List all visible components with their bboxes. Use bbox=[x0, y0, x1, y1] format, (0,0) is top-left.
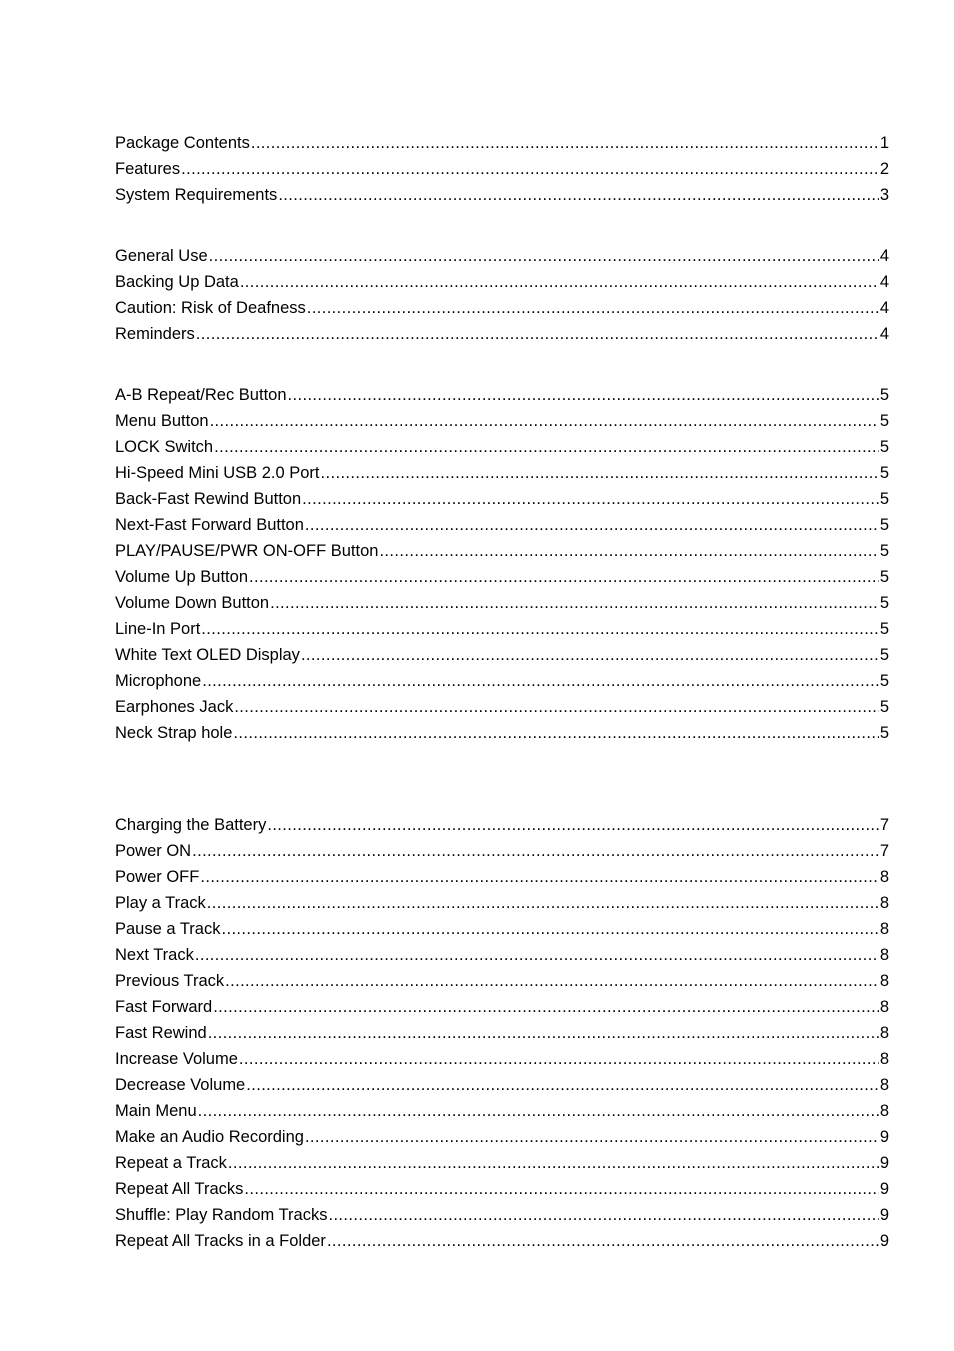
toc-entry[interactable] bbox=[115, 182, 889, 208]
toc-entry[interactable] bbox=[115, 1020, 889, 1046]
toc-entry-page-number: 9 bbox=[879, 1232, 889, 1250]
toc-entry[interactable] bbox=[115, 564, 889, 590]
toc-entry[interactable] bbox=[115, 243, 889, 269]
toc-entry-label: Decrease Volume bbox=[115, 1076, 246, 1094]
toc-entry-label: System Requirements bbox=[115, 186, 278, 204]
toc-group bbox=[115, 382, 889, 746]
toc-entry-label: Earphones Jack bbox=[115, 698, 234, 716]
toc-entry-label: Volume Up Button bbox=[115, 568, 248, 586]
toc-dot-leader bbox=[305, 512, 879, 538]
toc-dot-leader bbox=[267, 812, 878, 838]
toc-entry-label: LOCK Switch bbox=[115, 438, 214, 456]
toc-entry-label: Volume Down Button bbox=[115, 594, 270, 612]
toc-entry-label: Next Track bbox=[115, 946, 194, 964]
toc-entry-page-number: 8 bbox=[879, 1024, 889, 1042]
toc-entry[interactable] bbox=[115, 864, 889, 890]
toc-entry[interactable] bbox=[115, 1124, 889, 1150]
toc-entry-page-number: 5 bbox=[879, 698, 889, 716]
toc-entry-label: Caution: Risk of Deafness bbox=[115, 299, 306, 317]
toc-entry-label: Make an Audio Recording bbox=[115, 1128, 304, 1146]
toc-entry[interactable] bbox=[115, 812, 889, 838]
toc-entry[interactable] bbox=[115, 642, 889, 668]
toc-entry[interactable] bbox=[115, 994, 889, 1020]
toc-entry-label: Increase Volume bbox=[115, 1050, 238, 1068]
toc-entry-page-number: 1 bbox=[879, 134, 889, 152]
toc-entry-label: Fast Forward bbox=[115, 998, 213, 1016]
toc-dot-leader bbox=[210, 408, 879, 434]
toc-entry-page-number: 8 bbox=[879, 868, 889, 886]
toc-entry-label: Microphone bbox=[115, 672, 202, 690]
toc-dot-leader bbox=[195, 942, 879, 968]
toc-dot-leader bbox=[181, 156, 879, 182]
toc-dot-leader bbox=[249, 564, 879, 590]
toc-entry-page-number: 3 bbox=[879, 186, 889, 204]
toc-group bbox=[115, 243, 889, 347]
toc-entry-page-number: 8 bbox=[879, 1050, 889, 1068]
toc-entry-page-number: 5 bbox=[879, 542, 889, 560]
toc-dot-leader bbox=[288, 382, 879, 408]
toc-entry-page-number: 5 bbox=[879, 672, 889, 690]
toc-entry[interactable] bbox=[115, 382, 889, 408]
toc-entry-page-number: 4 bbox=[879, 299, 889, 317]
toc-entry-label: Repeat a Track bbox=[115, 1154, 227, 1172]
toc-entry-label: Hi-Speed Mini USB 2.0 Port bbox=[115, 464, 320, 482]
toc-entry-label: Repeat All Tracks bbox=[115, 1180, 244, 1198]
toc-entry-page-number: 2 bbox=[879, 160, 889, 178]
toc-entry[interactable] bbox=[115, 538, 889, 564]
toc-dot-leader bbox=[198, 1098, 879, 1124]
toc-entry-label: Features bbox=[115, 160, 181, 178]
toc-entry-page-number: 5 bbox=[879, 594, 889, 612]
toc-entry-label: Repeat All Tracks in a Folder bbox=[115, 1232, 326, 1250]
toc-entry-page-number: 9 bbox=[879, 1180, 889, 1198]
toc-dot-leader bbox=[192, 838, 879, 864]
toc-entry[interactable] bbox=[115, 1202, 889, 1228]
toc-entry[interactable] bbox=[115, 668, 889, 694]
toc-entry-label: PLAY/PAUSE/PWR ON-OFF Button bbox=[115, 542, 379, 560]
toc-dot-leader bbox=[301, 642, 879, 668]
toc-dot-leader bbox=[251, 130, 879, 156]
toc-entry-label: Shuffle: Play Random Tracks bbox=[115, 1206, 328, 1224]
toc-dot-leader bbox=[278, 182, 879, 208]
toc-entry[interactable] bbox=[115, 1072, 889, 1098]
toc-entry-page-number: 8 bbox=[879, 946, 889, 964]
toc-entry-page-number: 5 bbox=[879, 386, 889, 404]
toc-entry[interactable] bbox=[115, 321, 889, 347]
toc-dot-leader bbox=[209, 243, 879, 269]
toc-entry-page-number: 9 bbox=[879, 1128, 889, 1146]
toc-entry[interactable] bbox=[115, 968, 889, 994]
toc-entry-label: White Text OLED Display bbox=[115, 646, 300, 664]
toc-entry-label: Package Contents bbox=[115, 134, 250, 152]
toc-dot-leader bbox=[214, 434, 879, 460]
toc-dot-leader bbox=[240, 269, 879, 295]
toc-entry[interactable] bbox=[115, 616, 889, 642]
toc-entry-label: A-B Repeat/Rec Button bbox=[115, 386, 287, 404]
toc-entry[interactable] bbox=[115, 838, 889, 864]
toc-entry[interactable] bbox=[115, 1228, 889, 1254]
toc-dot-leader bbox=[200, 864, 878, 890]
toc-entry[interactable] bbox=[115, 130, 889, 156]
toc-dot-leader bbox=[213, 994, 879, 1020]
toc-entry[interactable] bbox=[115, 1046, 889, 1072]
toc-dot-leader bbox=[321, 460, 879, 486]
toc-dot-leader bbox=[246, 1072, 879, 1098]
toc-entry-label: Menu Button bbox=[115, 412, 209, 430]
toc-entry-page-number: 9 bbox=[879, 1206, 889, 1224]
toc-dot-leader bbox=[234, 694, 878, 720]
toc-entry-page-number: 5 bbox=[879, 464, 889, 482]
toc-dot-leader bbox=[228, 1150, 879, 1176]
toc-entry-page-number: 5 bbox=[879, 568, 889, 586]
toc-group bbox=[115, 130, 889, 208]
toc-dot-leader bbox=[233, 720, 878, 746]
toc-dot-leader bbox=[202, 668, 879, 694]
toc-entry[interactable] bbox=[115, 890, 889, 916]
toc-entry-label: Play a Track bbox=[115, 894, 206, 912]
toc-entry-label: Fast Rewind bbox=[115, 1024, 207, 1042]
toc-entry[interactable] bbox=[115, 1150, 889, 1176]
toc-entry-label: Previous Track bbox=[115, 972, 225, 990]
toc-entry-page-number: 5 bbox=[879, 412, 889, 430]
toc-entry-page-number: 5 bbox=[879, 438, 889, 456]
toc-dot-leader bbox=[307, 295, 879, 321]
toc-dot-leader bbox=[225, 968, 879, 994]
toc-entry-page-number: 5 bbox=[879, 724, 889, 742]
toc-dot-leader bbox=[208, 1020, 879, 1046]
toc-entry[interactable] bbox=[115, 942, 889, 968]
toc-entry[interactable] bbox=[115, 916, 889, 942]
toc-entry-label: Power ON bbox=[115, 842, 192, 860]
toc-entry[interactable] bbox=[115, 434, 889, 460]
toc-entry-label: Main Menu bbox=[115, 1102, 197, 1120]
toc-entry-page-number: 5 bbox=[879, 516, 889, 534]
toc-dot-leader bbox=[302, 486, 879, 512]
toc-group bbox=[115, 812, 889, 1254]
toc-entry-label: Backing Up Data bbox=[115, 273, 239, 291]
toc-dot-leader bbox=[305, 1124, 879, 1150]
toc-entry[interactable] bbox=[115, 1098, 889, 1124]
toc-dot-leader bbox=[221, 916, 878, 942]
toc-entry-page-number: 9 bbox=[879, 1154, 889, 1172]
toc-entry[interactable] bbox=[115, 460, 889, 486]
toc-dot-leader bbox=[327, 1228, 879, 1254]
toc-entry-page-number: 7 bbox=[879, 842, 889, 860]
toc-entry-label: Reminders bbox=[115, 325, 195, 343]
toc-dot-leader bbox=[244, 1176, 878, 1202]
toc-entry-page-number: 8 bbox=[879, 972, 889, 990]
toc-entry-page-number: 8 bbox=[879, 998, 889, 1016]
toc-entry-label: Power OFF bbox=[115, 868, 200, 886]
toc-entry-page-number: 4 bbox=[879, 247, 889, 265]
toc-entry-page-number: 4 bbox=[879, 325, 889, 343]
toc-entry[interactable] bbox=[115, 1176, 889, 1202]
toc-dot-leader bbox=[201, 616, 879, 642]
toc-entry[interactable] bbox=[115, 590, 889, 616]
toc-dot-leader bbox=[379, 538, 878, 564]
toc-entry[interactable] bbox=[115, 408, 889, 434]
toc-dot-leader bbox=[328, 1202, 878, 1228]
toc-entry[interactable] bbox=[115, 295, 889, 321]
toc-entry-label: Neck Strap hole bbox=[115, 724, 233, 742]
toc-entry[interactable] bbox=[115, 512, 889, 538]
table-of-contents bbox=[115, 130, 889, 1254]
toc-entry[interactable] bbox=[115, 694, 889, 720]
toc-entry-page-number: 5 bbox=[879, 646, 889, 664]
toc-entry[interactable] bbox=[115, 156, 889, 182]
toc-entry-page-number: 5 bbox=[879, 620, 889, 638]
toc-dot-leader bbox=[196, 321, 879, 347]
toc-entry-label: Line-In Port bbox=[115, 620, 201, 638]
toc-entry[interactable] bbox=[115, 269, 889, 295]
toc-entry-page-number: 7 bbox=[879, 816, 889, 834]
toc-entry-label: Pause a Track bbox=[115, 920, 221, 938]
toc-entry-label: General Use bbox=[115, 247, 208, 265]
toc-entry-page-number: 8 bbox=[879, 1102, 889, 1120]
toc-entry-page-number: 4 bbox=[879, 273, 889, 291]
toc-entry-label: Charging the Battery bbox=[115, 816, 267, 834]
toc-entry[interactable] bbox=[115, 486, 889, 512]
toc-dot-leader bbox=[239, 1046, 879, 1072]
toc-entry-page-number: 8 bbox=[879, 1076, 889, 1094]
toc-entry-label: Back-Fast Rewind Button bbox=[115, 490, 302, 508]
toc-entry-page-number: 8 bbox=[879, 894, 889, 912]
toc-entry[interactable] bbox=[115, 720, 889, 746]
toc-dot-leader bbox=[270, 590, 879, 616]
toc-entry-label: Next-Fast Forward Button bbox=[115, 516, 304, 534]
toc-dot-leader bbox=[207, 890, 879, 916]
toc-entry-page-number: 8 bbox=[879, 920, 889, 938]
toc-entry-page-number: 5 bbox=[879, 490, 889, 508]
